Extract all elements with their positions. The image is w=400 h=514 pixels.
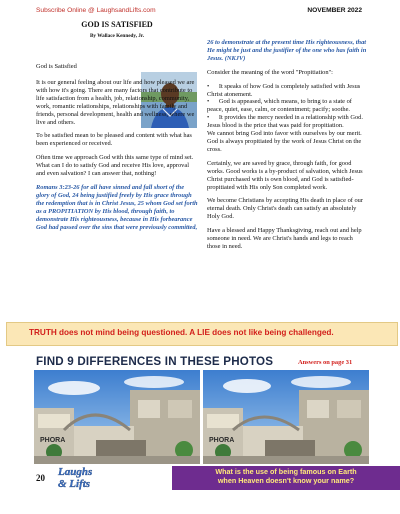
right-scripture-continued: 26 to demonstrate at the present time His righteousness, that He might be just and the justifier of the one who has faith in Jesus. (NKJV) [207, 39, 367, 62]
bullet-text-3: It provides the mercy needed in a relationship with God. Jesus blood is the price that was paid for propitiation. [207, 114, 363, 130]
truth-callout [6, 322, 398, 346]
sign-text-right: PHORA [209, 437, 235, 444]
subscribe-link[interactable]: Subscribe Online @ LaughsandLifts.com [36, 7, 156, 14]
right-paragraph-3: Certainly, we are saved by grace, through faith, for good works. Good works is a by-product of salvation, which Jesus Christ purchased with is own blood, and God is satisfied-propitiated with His only Son completed work. [207, 159, 363, 191]
footer-question-line-1: What is the use of being famous on Earth [215, 467, 357, 476]
right-paragraph-2: We cannot bring God into favor with ourselves by our merit. God is always propitiated by the work of Jesus Christ on the cross. [207, 130, 362, 153]
article-title: GOD IS SATISFIED [81, 20, 153, 29]
bullet-item-3: • It provides the mercy needed in a relationship with God. Jesus blood is the price that was paid for propitiation. [207, 114, 363, 130]
bullet-item-1: • It speaks of how God is completely satisfied with Jesus Christ atonement. [207, 82, 361, 98]
puzzle-title: FIND 9 DIFFERENCES IN THESE PHOTOS [36, 355, 274, 368]
footer-question [172, 468, 400, 485]
issue-date: NOVEMBER 2022 [307, 7, 362, 14]
left-column-top [36, 63, 138, 77]
puzzle-answers-ref: Answers on page 31 [298, 359, 353, 366]
puzzle-photo-right [203, 370, 369, 464]
bullet-list [207, 83, 367, 130]
callout-lie: A LIE does not like being challenged. [189, 328, 334, 337]
left-scripture: Romans 3:23-26 for all have sinned and fall short of the glory of God, 24 being justified freely by His grace through the redemption that is in Christ Jesus, 25 whom God set forth as a PROPITIATION by His blood, through faith, to demonstrate His righteousness, because in His forbearance God had passed over the sins that were previously committed, [36, 183, 198, 231]
sign-text-left: PHORA [40, 437, 66, 444]
logo-line-2: & Lifts [58, 478, 91, 490]
bullet-text-1: It speaks of how God is completely satisfied with Jesus Christ atonement. [207, 82, 361, 98]
right-paragraph-5: Have a blessed and Happy Thanksgiving, reach out and help someone in need. We are Christ's hands and legs to reach those in need. [207, 227, 362, 250]
logo-line-1: Laughs [58, 466, 93, 478]
left-paragraph-3: To be satisfied mean to be pleased and content with what has been experienced or received. [36, 132, 192, 148]
bullet-item-2: • God is appeased, which means, to bring to a state of peace, quiet, ease, calm, or contentment; pacify; soothe. [207, 98, 352, 114]
left-paragraph-1: God is Satisfied [36, 63, 77, 70]
left-paragraph-2 [36, 79, 198, 126]
left-paragraph-4: Often time we approach God with this same type of mind set. What can I do to satisfy God and receive His love, approval and even salvation? I can answer that, nothing! [36, 154, 194, 178]
laughs-lifts-logo [54, 464, 126, 490]
right-paragraph-1: Consider the meaning of the word "Propitiation": [207, 68, 333, 76]
left-paragraph-2-text: It is our general feeling about our life and how pleased we are with how it's going. There are many factors that contribute to life satisfaction from a health, job, relationship, community, work, romantic relationships, relationships with family and friends, personal development, health and wellness, where we live and others. [36, 79, 195, 126]
bullet-text-2: God is appeased, which means, to bring to a state of peace, quiet, ease, calm, or contentment; pacify; soothe. [207, 98, 352, 114]
callout-truth: TRUTH does not mind being questioned. [29, 328, 188, 337]
footer-question-line-2: when Heaven doesn't know your name? [217, 475, 355, 485]
page-number: 20 [36, 473, 45, 483]
left-column-body [36, 79, 198, 237]
right-paragraph-4: We become Christians by accepting His death in place of our eternal death. Only Christ's death can satisfy an absolutely Holy God. [207, 197, 364, 221]
right-column [207, 39, 367, 257]
puzzle-photo-left [34, 370, 200, 464]
article-byline: By Wallace Kennedy, Jr. [89, 33, 145, 39]
